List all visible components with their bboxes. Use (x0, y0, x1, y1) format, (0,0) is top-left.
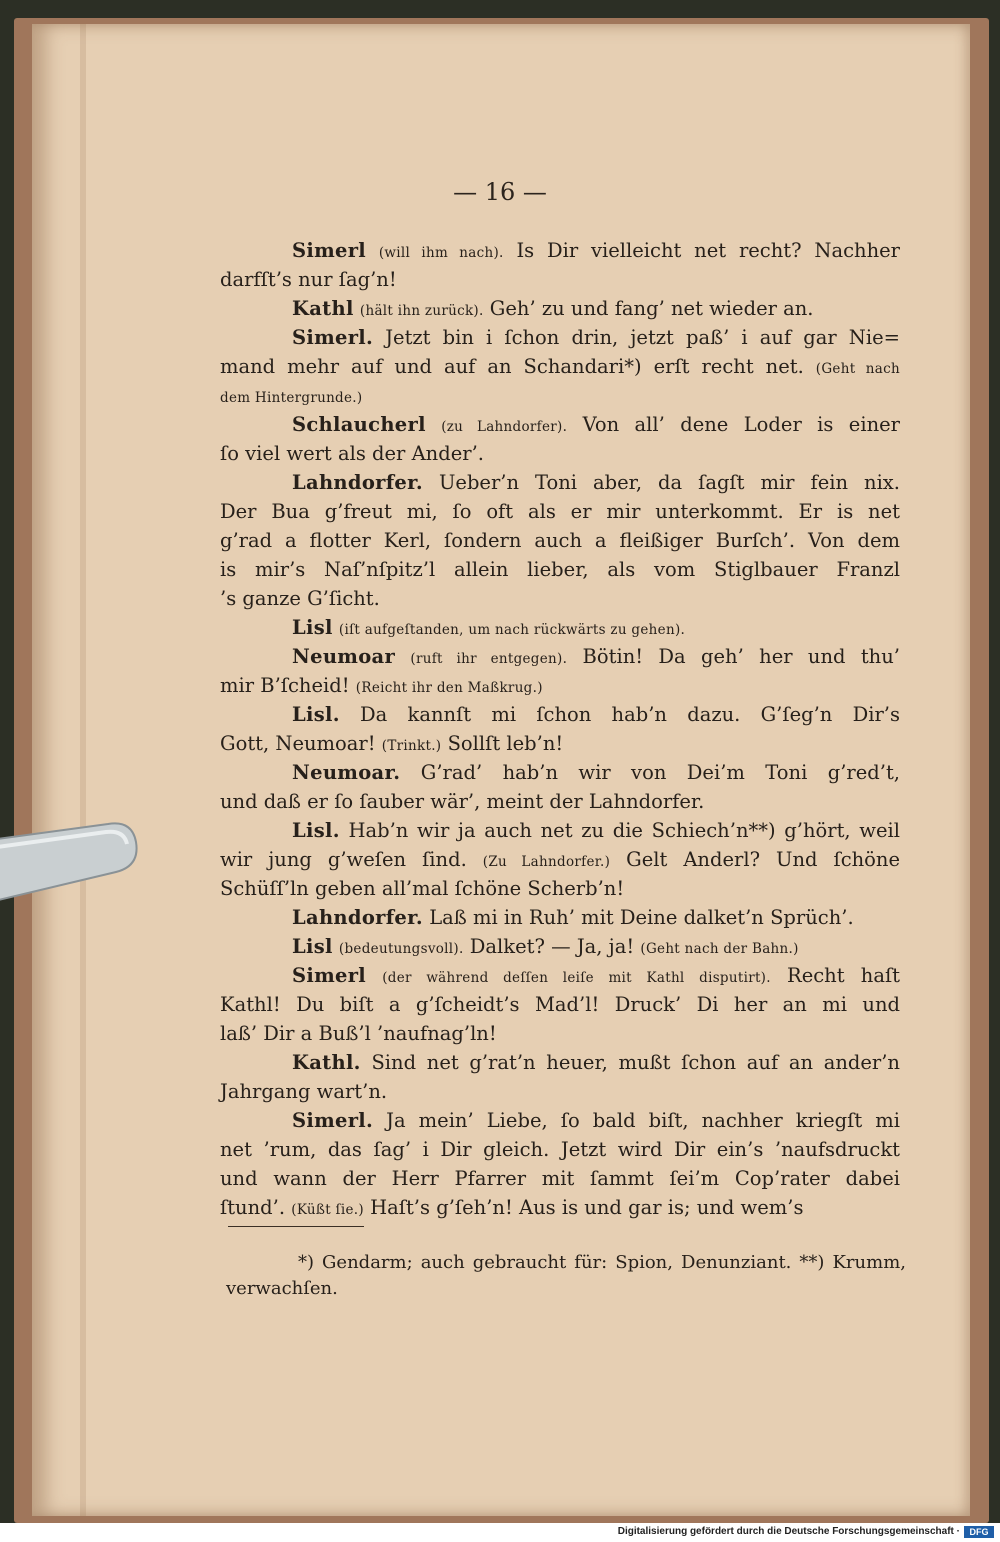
dialogue-text: Sind net g’rat’n heuer, mußt ſchon auf an ander’n (371, 1051, 900, 1074)
dialogue-text: wir jung g’weſen ſind. (220, 848, 467, 871)
text-line (220, 1019, 900, 1048)
text-line (220, 903, 900, 932)
text-line (220, 1193, 900, 1222)
stage-direction: (Reicht ihr den Maßkrug.) (355, 680, 543, 696)
text-line (220, 526, 900, 555)
dialogue-text: Kathl! Du biſt a g’ſcheidt’s Mad’l! Druck’ Di her an mi und (220, 993, 900, 1016)
page-clip-tab (0, 810, 150, 906)
dialogue-text: Laß mi in Ruh’ mit Deine dalket’n Sprüch’. (429, 906, 854, 929)
text-line (220, 468, 900, 497)
dfg-logo: DFG (964, 1526, 994, 1538)
text-line (220, 236, 900, 265)
text-line (220, 1164, 900, 1193)
dialogue-text: Bötin! Da geh’ her und thu’ (582, 645, 900, 668)
speaker-name: Schlaucherl (292, 413, 426, 436)
digitization-credit: Digitalisierung gefördert durch die Deutsche Forschungsgemeinschaft · (617, 1526, 960, 1537)
text-line (220, 265, 900, 294)
stage-direction: (Küßt ſie.) (291, 1202, 364, 1218)
text-line (220, 497, 900, 526)
dialogue-text: Von all’ dene Loder is einer (582, 413, 900, 436)
text-line (220, 700, 900, 729)
stage-direction: (hält ihn zurück). (359, 303, 484, 319)
dialogue-text: ’s ganze G’ſicht. (220, 587, 380, 610)
dialogue-text: Gott, Neumoar! (220, 732, 376, 755)
stage-direction: (der während deſſen leiſe mit Kathl disputirt). (382, 970, 771, 986)
dialogue-text: Sollſt leb’n! (447, 732, 564, 755)
speaker-name: Lisl (292, 616, 333, 639)
speaker-name: Neumoar. (292, 761, 401, 784)
footnote (226, 1250, 906, 1302)
speaker-name: Lisl. (292, 819, 340, 842)
stage-direction: (ruft ihr entgegen). (410, 651, 568, 667)
dialogue-text: Schüſſ’ln geben all’mal ſchöne Scherb’n! (220, 877, 625, 900)
dialogue-text: Gelt Anderl? Und ſchöne (626, 848, 901, 871)
footnote-rule (228, 1226, 364, 1227)
text-line (220, 816, 900, 845)
speaker-name: Simerl (292, 239, 367, 262)
speaker-name: Kathl (292, 297, 354, 320)
dialogue-text: Hab’n wir ja auch net zu die Schiech’n**) g’hört, weil (348, 819, 900, 842)
text-line (220, 758, 900, 787)
stage-direction: (zu Lahndorfer). (441, 419, 568, 435)
speaker-name: Lisl (292, 935, 333, 958)
dialogue-text: ſo viel wert als der Ander’. (220, 442, 484, 465)
text-line (220, 439, 900, 468)
speaker-name: Simerl. (292, 326, 374, 349)
dialogue-text: G’rad’ hab’n wir von Dei’m Toni g’red’t, (420, 761, 900, 784)
dialogue-text: Dalket? — Ja, ja! (469, 935, 635, 958)
text-line (220, 961, 900, 990)
dialogue-text: und daß er ſo ſauber wär’, meint der Lahndorfer. (220, 790, 705, 813)
text-line (220, 642, 900, 671)
stage-direction: (bedeutungsvoll). (338, 941, 464, 957)
play-text (220, 236, 900, 1222)
speaker-name: Lahndorfer. (292, 471, 423, 494)
text-line (220, 613, 900, 642)
dialogue-text: net ’rum, das ſag’ i Dir gleich. Jetzt wird Dir ein’s ’naufsdruckt (220, 1138, 900, 1161)
text-line (220, 352, 900, 381)
text-line (220, 555, 900, 584)
dialogue-text: Is Dir vielleicht net recht? Nachher (516, 239, 900, 262)
stage-direction: dem Hintergrunde.) (220, 390, 363, 406)
stage-direction: (Geht nach (815, 361, 900, 377)
dialogue-text: darfſt’s nur ſag’n! (220, 268, 397, 291)
stage-direction: (Trinkt.) (381, 738, 442, 754)
dialogue-text: ſtund’. (220, 1196, 286, 1219)
footnote-line: *) Gendarm; auch gebraucht für: Spion, Denunziant. **) Krumm, (298, 1252, 906, 1273)
speaker-name: Lahndorfer. (292, 906, 423, 929)
speaker-name: Simerl. (292, 1109, 374, 1132)
stage-direction: (will ihm nach). (378, 245, 504, 261)
stage-direction: (Zu Lahndorfer.) (482, 854, 611, 870)
dialogue-text: Jetzt bin i ſchon drin, jetzt paß’ i auf gar Nie= (385, 326, 900, 349)
speaker-name: Lisl. (292, 703, 340, 726)
text-line (220, 990, 900, 1019)
dialogue-text: Der Bua g’freut mi, ſo oft als er mir unterkommt. Er is net (220, 500, 900, 523)
text-line (220, 787, 900, 816)
text-line (220, 932, 900, 961)
text-line (220, 410, 900, 439)
speaker-name: Simerl (292, 964, 367, 987)
dialogue-text: Haſt’s g’ſeh’n! Aus is und gar is; und wem’s (370, 1196, 804, 1219)
text-line (220, 1106, 900, 1135)
text-line (220, 1048, 900, 1077)
dialogue-text: mand mehr auf und auf an Schandari*) erſt recht net. (220, 355, 804, 378)
dialogue-text: Jahrgang wart’n. (220, 1080, 388, 1103)
text-line (220, 1077, 900, 1106)
page-number: — 16 — (453, 178, 547, 206)
dialogue-text: Recht haſt (787, 964, 900, 987)
dialogue-text: is mir’s Naſ’nſpitz’l allein lieber, als vom Stiglbauer Franzl (220, 558, 900, 581)
stage-direction: (Geht nach der Bahn.) (640, 941, 799, 957)
dialogue-text: Da kannſt mi ſchon hab’n dazu. G’ſeg’n Dir’s (360, 703, 900, 726)
text-line (220, 874, 900, 903)
dialogue-text: Geh’ zu und fang’ net wieder an. (489, 297, 814, 320)
speaker-name: Neumoar (292, 645, 396, 668)
text-line (220, 584, 900, 613)
stage-direction: (iſt aufgeſtanden, um nach rückwärts zu gehen). (338, 622, 686, 638)
dialogue-text: g’rad a flotter Kerl, ſondern auch a fleißiger Burſch’. Von dem (220, 529, 900, 552)
footnote-line: verwachſen. (226, 1278, 338, 1299)
text-line (220, 729, 900, 758)
text-line (220, 1135, 900, 1164)
speaker-name: Kathl. (292, 1051, 361, 1074)
text-line (220, 845, 900, 874)
text-line (220, 323, 900, 352)
text-line (220, 294, 900, 323)
dialogue-text: Ueber’n Toni aber, da ſagſt mir fein nix. (438, 471, 900, 494)
dialogue-text: laß’ Dir a Buß’l ’naufnag’ln! (220, 1022, 497, 1045)
text-line (220, 381, 900, 410)
dialogue-text: und wann der Herr Pfarrer mit ſammt ſei’m Cop’rater dabei (220, 1167, 900, 1190)
dialogue-text: mir B’ſcheid! (220, 674, 350, 697)
dialogue-text: Ja mein’ Liebe, ſo bald biſt, nachher kriegſt mi (386, 1109, 900, 1132)
text-line (220, 671, 900, 700)
